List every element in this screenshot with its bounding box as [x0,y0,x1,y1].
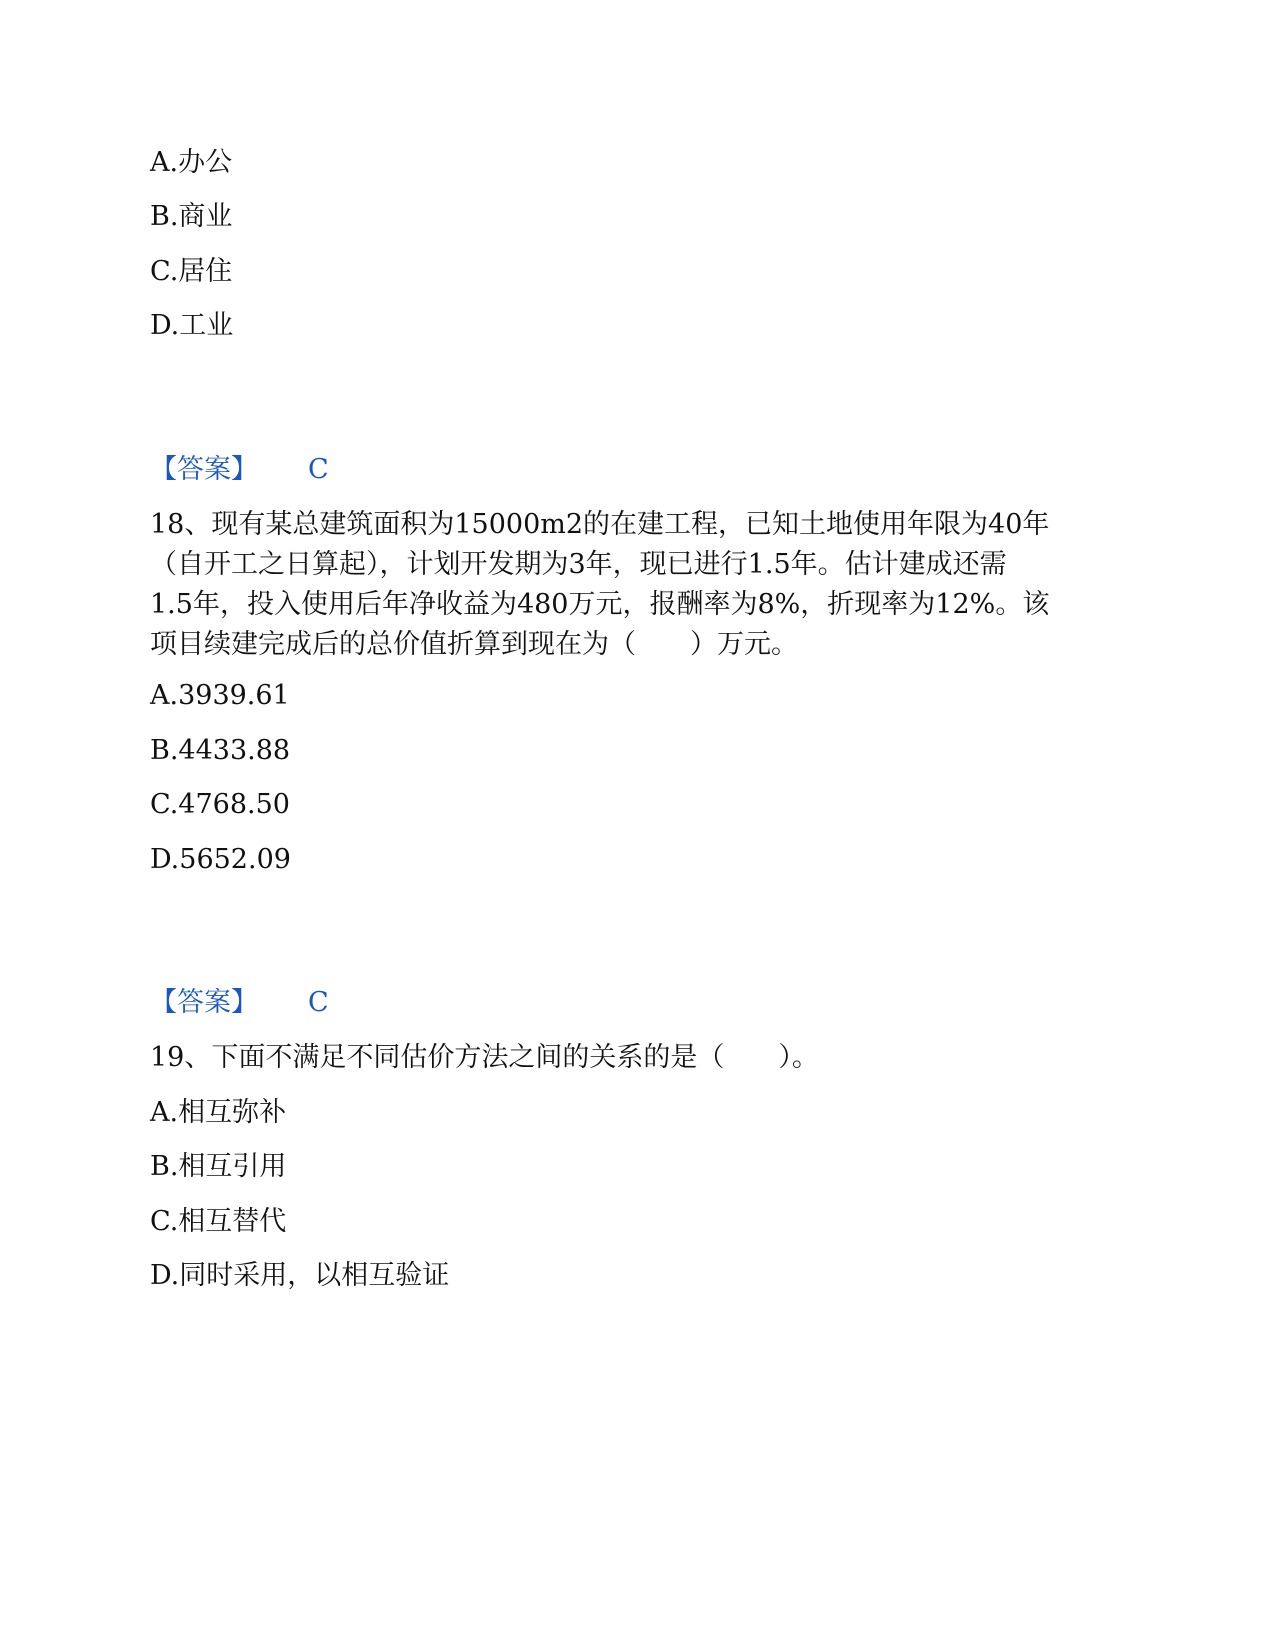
answer-label: 【答案】 [150,454,258,485]
q18-stem [150,505,1110,665]
q19-option-a: A.相互弥补 [150,1097,287,1128]
q18-option-b: B.4433.88 [150,735,291,766]
q18-option-a: A.3939.61 [150,680,290,711]
q18-stem-line: （自开工之日算起），计划开发期为3年，现已进行1.5年。估计建成还需 [150,549,1007,580]
q19-option-b: B.相互引用 [150,1151,287,1182]
answer-17 [150,450,329,490]
answer-label: 【答案】 [150,987,258,1018]
q18-option-d: D.5652.09 [150,844,291,875]
q18-option-c: C.4768.50 [150,789,290,820]
q17-option-c: C.居住 [150,256,233,287]
answer-18 [150,983,329,1023]
q19-option-c: C.相互替代 [150,1206,287,1237]
q19-option-d: D.同时采用，以相互验证 [150,1260,450,1291]
q18-stem-line: 项目续建完成后的总价值折算到现在为（ ）万元。 [150,629,798,660]
answer-value: C [308,454,329,485]
q19-stem: 19、下面不满足不同估价方法之间的关系的是（ ）。 [150,1042,819,1073]
q17-option-b: B.商业 [150,201,233,232]
answer-value: C [308,987,329,1018]
q17-option-d: D.工业 [150,310,234,341]
q18-stem-line: 1.5年，投入使用后年净收益为480万元，报酬率为8%，折现率为12%。该 [150,589,1050,620]
q17-option-a: A.办公 [150,147,233,178]
q18-stem-line: 18、现有某总建筑面积为15000m2的在建工程，已知土地使用年限为40年 [150,509,1050,540]
